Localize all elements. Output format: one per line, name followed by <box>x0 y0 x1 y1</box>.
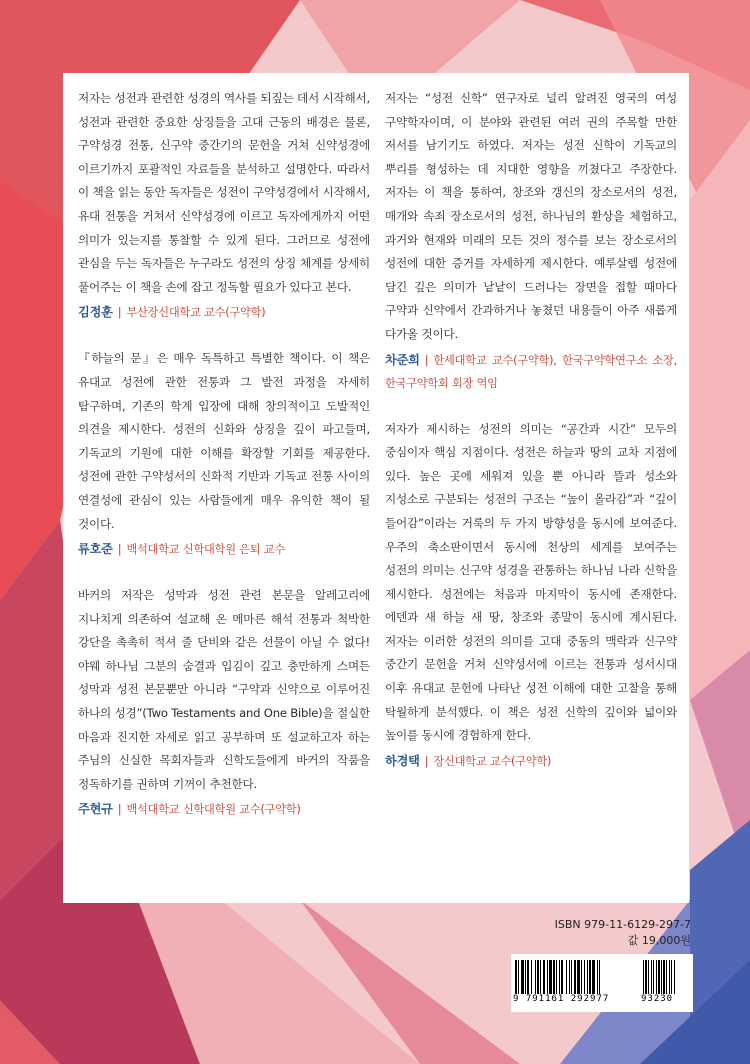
review-4 <box>385 87 677 395</box>
barcode-bar <box>587 960 588 994</box>
barcode-addon-bar <box>658 960 660 994</box>
reviewer-affiliation: 백석대학교 신학대학원 교수(구약학) <box>126 803 301 817</box>
barcode-bars <box>515 960 689 996</box>
reviewer-affiliation: 백석대학교 신학대학원 은퇴 교수 <box>126 543 286 557</box>
review-text: 바커의 저작은 성막과 성전 관련 본문을 알레고리에 지나치게 의존하여 설교해 온 메마른 해석 전통과 척박한 강단을 촉촉히 적셔 줄 단비와 같은 선물이 아닐 수 없다! 야웨 하나님 그분의 숨결과 입김이 깊고 충만하게 스며든 성막과 성전 본문뿐만 아니라 “구약과 신약으로 이루어진 하나의 성경”(Two Testaments and One Bible)을 절실한 마음과 진지한 자세로 읽고 공부하며 또 설교하고자 하는 주님의 신실한 목회자들과 신학도들에게 바커의 작품을 정독하기를 권하며 기꺼이 추천한다. <box>78 588 370 791</box>
reviewer-affiliation: 한세대학교 교수(구약학), 한국구약학연구소 소장, 한국구약학회 회장 역임 <box>385 353 677 390</box>
barcode-bar <box>584 960 585 994</box>
barcode-bar <box>569 960 570 994</box>
reviewer-name: 하경택 <box>385 753 420 768</box>
barcode-bar <box>518 960 519 994</box>
barcode-bar <box>525 960 526 994</box>
review-text: 저자는 성전과 관련한 성경의 역사를 되짚는 데서 시작해서, 성전과 관련한 중요한 상징들을 고대 근동의 배경은 물론, 구약성경 전통, 신구약 중간기의 문헌을 거쳐 신약성경에 이르기까지 포괄적인 자료들을 분석하고 설명한다. 따라서 이 책을 읽는 동안 독자들은 성전이 구약성경에서 시작해서, 유대 전통을 거쳐서 신약성경에 이르고 독자에게까지 어떤 의미가 있는지를 통찰할 수 있게 된다. 그러므로 성전에 관심을 두는 독자들은 누구라도 성전의 상징 체계를 상세히 풀어주는 이 책을 손에 잡고 정독할 필요가 있다고 본다. <box>78 91 370 294</box>
reviewer-name: 차준희 <box>385 352 420 367</box>
barcode-bar <box>549 960 552 994</box>
reviewer-signature <box>385 750 677 773</box>
barcode-bar <box>577 960 580 994</box>
barcode-addon-bar <box>671 960 672 994</box>
isbn-block <box>521 917 691 949</box>
barcode-addon-bar <box>669 960 670 994</box>
barcode-bar <box>535 960 536 994</box>
price: 값 19,000원 <box>627 934 691 947</box>
barcode-bar <box>561 960 563 994</box>
barcode-addon-bar <box>651 960 652 994</box>
separator: | <box>117 542 122 557</box>
reviewer-name: 주현규 <box>78 802 113 817</box>
separator: | <box>117 802 122 817</box>
barcode-bar <box>540 960 541 994</box>
barcode-bar <box>566 960 567 994</box>
barcode-bar <box>556 960 557 994</box>
review-text: 『하늘의 문』은 매우 독특하고 특별한 책이다. 이 책은 유대교 성전에 관한 전통과 그 발전 과정을 자세히 탐구하며, 기존의 학계 입장에 대해 창의적이고 도발적인 의견을 제시한다. 성전의 신화와 상징을 깊이 파고들며, 기독교의 기원에 대한 이해를 확장할 기회를 제공한다. 성전에 관한 구약성서의 신화적 기반과 기독교 전통 사이의 연결성에 관심이 있는 사람들에게 매우 유익한 책이 될 것이다. <box>78 351 370 531</box>
review-3 <box>78 584 370 821</box>
barcode <box>511 954 693 1012</box>
reviewer-signature <box>78 301 370 324</box>
barcode-addon-bar <box>666 960 667 994</box>
barcode-bar <box>571 960 572 994</box>
barcode-addon-bar <box>661 960 662 994</box>
barcode-addon-bar <box>645 960 647 994</box>
barcode-addon-bar <box>643 960 644 994</box>
barcode-bar <box>559 960 560 994</box>
reviewer-affiliation: 부산장신대학교 교수(구약학) <box>126 306 266 320</box>
isbn-number: ISBN 979-11-6129-297-7 <box>554 918 691 931</box>
reviewer-name: 김정훈 <box>78 305 113 320</box>
review-column-left <box>78 87 370 821</box>
review-text: 저자는 “성전 신학” 연구자로 널리 알려진 영국의 여성 구약학자이며, 이 분야와 관련된 여러 권의 주목할 만한 저서를 남기기도 하였다. 저자는 성전 신학이 기독교의 뿌리를 형성하는 데 지대한 영향을 끼쳤다고 주장한다. 저자는 이 책을 통하여, 창조와 갱신의 장소로서의 성전, 매개와 속죄 장소로서의 성전, 하나님의 환상을 체험하고, 과거와 현재와 미래의 모든 것의 정수를 보는 장소로서의 성전에 대한 증거를 자세하게 제시한다. 예루살렘 성전에 담긴 깊은 의미가 낱낱이 드러나는 장면을 접할 때마다 구약과 신약에서 간과하거나 놓쳤던 내용들이 아주 새롭게 다가올 것이다. <box>385 91 677 341</box>
barcode-bar <box>592 960 595 994</box>
barcode-addon-digits: 93230 <box>641 994 674 1004</box>
barcode-bar <box>515 960 517 994</box>
barcode-bar <box>597 960 598 994</box>
barcode-main-digits: 9 791161 292977 <box>513 994 610 1004</box>
barcode-bar <box>574 960 576 994</box>
barcode-bar <box>531 960 532 994</box>
barcode-addon-bar <box>656 960 657 994</box>
review-1 <box>78 87 370 324</box>
reviewer-affiliation: 장신대학교 교수(구약학) <box>433 754 552 768</box>
separator: | <box>117 305 122 320</box>
review-2 <box>78 347 370 561</box>
barcode-addon-bar <box>674 960 675 994</box>
barcode-bar <box>581 960 582 994</box>
barcode-addon-bar <box>648 960 649 994</box>
barcode-bar <box>589 960 591 994</box>
barcode-bar <box>553 960 555 994</box>
review-5 <box>385 418 677 773</box>
barcode-bar <box>521 960 524 994</box>
barcode-bar <box>537 960 539 994</box>
reviewer-name: 류호준 <box>78 542 113 557</box>
barcode-bar <box>547 960 548 994</box>
barcode-bar <box>599 960 600 994</box>
barcode-bar <box>543 960 545 994</box>
barcode-bar <box>527 960 529 994</box>
review-text: 저자가 제시하는 성전의 의미는 “공간과 시간” 모두의 중심이자 핵심 지점이다. 성전은 하늘과 땅의 교차 지점에 있다. 높은 곳에 세워져 있을 뿐 아니라 뜰과 성소와 지성소로 구분되는 성전의 구조는 “높이 올라감”과 “깊이 들어감”이라는 거룩의 두 가지 방향성을 동시에 보여준다. 우주의 축소판이면서 동시에 천상의 세계를 보여주는 성전의 의미는 신구약 성경을 관통하는 하나님 나라 신학을 제시한다. 성전에는 처음과 마지막이 동시에 존재한다. 에덴과 새 하늘 새 땅, 창조와 종말이 동시에 계시된다. 저자는 이러한 성전의 의미를 고대 중동의 맥락과 신구약 중간기 문헌을 거쳐 신약성서에 이르는 전통과 성서시대 이후 유대교 문헌에 나타난 성전 이해에 대한 고찰을 통해 탁월하게 분석했다. 이 책은 성전 신학의 깊이와 넓이와 높이를 동시에 경험하게 한다. <box>385 421 677 743</box>
separator: | <box>424 753 429 768</box>
separator: | <box>424 352 429 367</box>
reviewer-signature <box>385 349 677 395</box>
barcode-addon-bar <box>653 960 654 994</box>
review-column-right <box>385 87 677 773</box>
reviewer-signature <box>78 798 370 821</box>
review-panel <box>63 73 689 903</box>
reviewer-signature <box>78 538 370 561</box>
barcode-addon-bar <box>663 960 665 994</box>
